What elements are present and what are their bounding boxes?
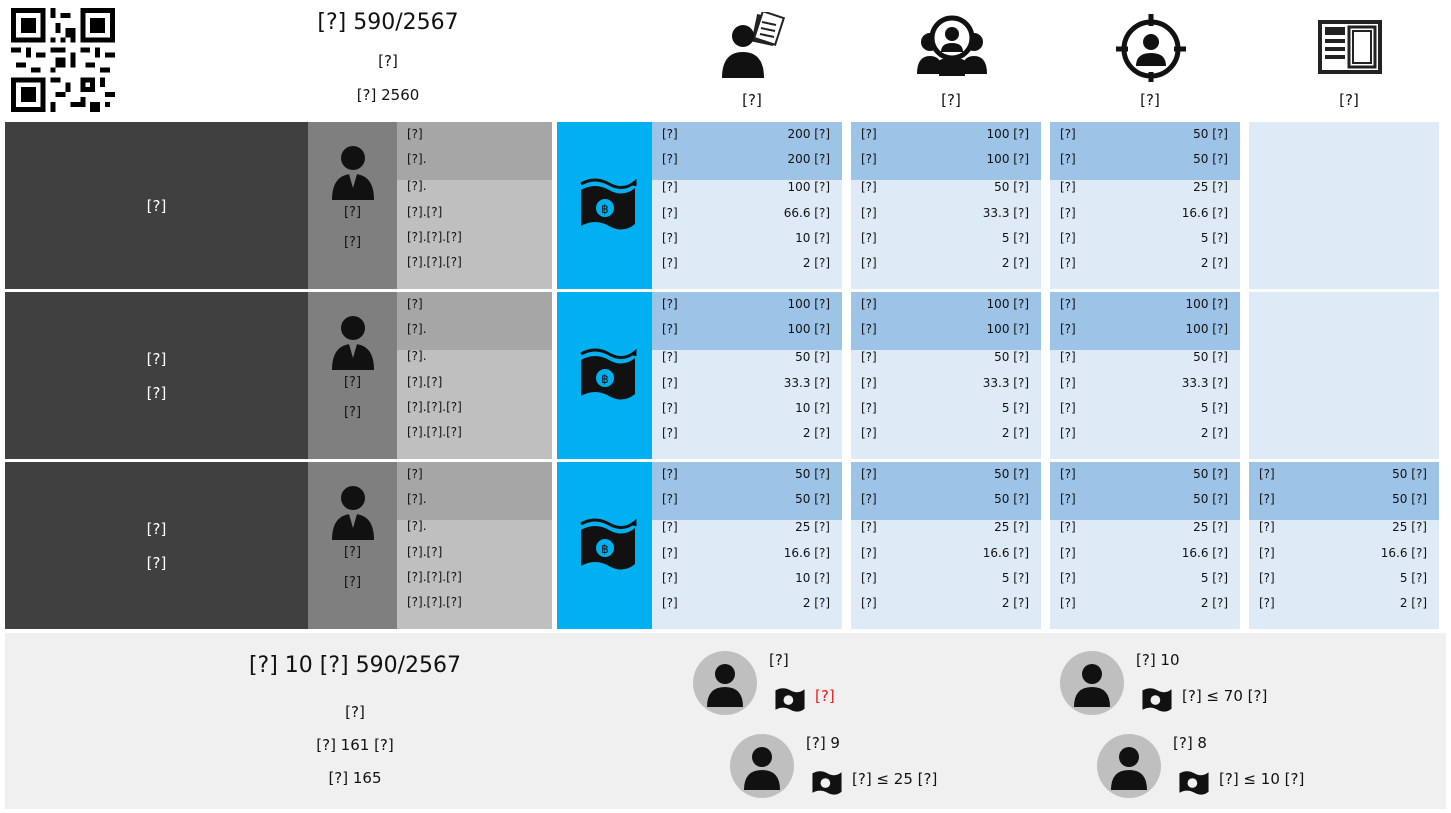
limit-qualifier: [?] <box>861 297 877 311</box>
limit-qualifier: [?] <box>861 322 877 336</box>
limit-qualifier: [?] <box>861 426 877 440</box>
footer-line-3: [?] 165 <box>328 769 382 787</box>
limit-cell <box>851 122 1041 147</box>
money-cell <box>557 462 657 629</box>
limit-cell <box>1050 462 1240 487</box>
limit-cell <box>851 541 1041 566</box>
limit-qualifier: [?] <box>861 596 877 610</box>
limit-qualifier: [?] <box>662 256 678 270</box>
limit-amount: 33.3 [?] <box>982 376 1029 390</box>
position-label: [?] <box>407 297 423 311</box>
limit-amount: 50 [?] <box>994 467 1029 481</box>
limit-qualifier: [?] <box>861 206 877 220</box>
unit-cell <box>308 122 397 289</box>
person-icon <box>330 484 376 542</box>
limit-qualifier: [?] <box>1259 492 1275 506</box>
limit-amount: 33.3 [?] <box>982 206 1029 220</box>
authority-limit: [?] ≤ 25 [?] <box>852 770 938 788</box>
limit-qualifier: [?] <box>1259 571 1275 585</box>
limit-cell <box>851 251 1041 276</box>
position-label: [?] <box>407 467 423 481</box>
positions-cell <box>397 122 552 289</box>
limit-cell <box>851 396 1041 421</box>
method-column-design-contest <box>1249 292 1439 459</box>
category-cell <box>5 462 308 629</box>
unit-line-1: [?] <box>343 545 362 560</box>
limit-cell <box>1050 251 1240 276</box>
position-label: [?]. <box>407 519 427 533</box>
limit-amount: 5 [?] <box>1399 571 1427 585</box>
baht-banknote-icon <box>810 768 844 796</box>
limit-amount: 50 [?] <box>1193 152 1228 166</box>
baht-banknote-icon <box>773 685 807 713</box>
position-label: [?].[?].[?] <box>407 425 462 439</box>
limit-qualifier: [?] <box>662 520 678 534</box>
limit-amount: 100 [?] <box>1185 322 1228 336</box>
limit-amount: 33.3 [?] <box>783 376 830 390</box>
limit-amount: 5 [?] <box>1001 571 1029 585</box>
unit-line-2: [?] <box>343 575 362 590</box>
limit-cell <box>1050 201 1240 226</box>
limit-amount: 5 [?] <box>1200 571 1228 585</box>
limit-qualifier: [?] <box>1259 546 1275 560</box>
limit-cell <box>851 487 1041 512</box>
method-column-selective <box>851 462 1041 629</box>
limit-cell <box>1249 515 1439 540</box>
limit-amount: 100 [?] <box>787 180 830 194</box>
method-label-specific: [?] <box>1140 91 1160 109</box>
limit-qualifier: [?] <box>861 546 877 560</box>
limit-qualifier: [?] <box>1060 152 1076 166</box>
limit-amount: 2 [?] <box>1001 596 1029 610</box>
method-column-selective <box>851 122 1041 289</box>
position-label: [?].[?].[?] <box>407 230 462 244</box>
limit-qualifier: [?] <box>662 492 678 506</box>
limit-cell <box>1050 175 1240 200</box>
baht-banknote-icon <box>577 514 639 576</box>
limit-cell <box>1249 462 1439 487</box>
authority-limit: [?] ≤ 70 [?] <box>1182 687 1268 705</box>
limit-qualifier: [?] <box>662 206 678 220</box>
limit-amount: 25 [?] <box>994 520 1029 534</box>
authority-deputy-governor <box>693 651 1073 721</box>
magnify-group-icon <box>917 12 987 82</box>
limit-cell <box>851 515 1041 540</box>
limit-amount: 2 [?] <box>1200 256 1228 270</box>
limit-cell <box>1050 292 1240 317</box>
authority-name: [?] 10 <box>1136 651 1180 669</box>
limit-amount: 100 [?] <box>1185 297 1228 311</box>
position-label: [?]. <box>407 152 427 166</box>
limit-amount: 100 [?] <box>986 152 1029 166</box>
limit-cell <box>851 292 1041 317</box>
limit-cell <box>851 201 1041 226</box>
limit-qualifier: [?] <box>861 467 877 481</box>
unit-cell <box>308 462 397 629</box>
authority-name: [?] 9 <box>806 734 840 752</box>
limit-amount: 50 [?] <box>795 492 830 506</box>
limit-cell <box>851 175 1041 200</box>
authority-name: [?] 8 <box>1173 734 1207 752</box>
limit-cell <box>652 487 842 512</box>
limit-cell <box>1249 487 1439 512</box>
limit-cell <box>652 175 842 200</box>
limit-cell <box>1050 541 1240 566</box>
limit-qualifier: [?] <box>1060 127 1076 141</box>
limit-qualifier: [?] <box>662 297 678 311</box>
positions-cell <box>397 462 552 629</box>
method-header-design-contest <box>1254 8 1444 116</box>
footer-panel <box>5 633 1446 809</box>
limit-amount: 16.6 [?] <box>1181 546 1228 560</box>
limit-amount: 25 [?] <box>795 520 830 534</box>
limit-qualifier: [?] <box>1060 492 1076 506</box>
limit-cell <box>652 226 842 251</box>
authority-row-2 <box>5 292 1446 459</box>
limit-cell <box>652 345 842 370</box>
limit-qualifier: [?] <box>662 546 678 560</box>
method-header-selective <box>856 8 1046 116</box>
limit-qualifier: [?] <box>1060 401 1076 415</box>
limit-qualifier: [?] <box>662 571 678 585</box>
limit-cell <box>851 462 1041 487</box>
limit-amount: 100 [?] <box>986 322 1029 336</box>
limit-amount: 50 [?] <box>795 467 830 481</box>
limit-qualifier: [?] <box>662 596 678 610</box>
limit-amount: 33.3 [?] <box>1181 376 1228 390</box>
position-label: [?]. <box>407 322 427 336</box>
method-label-general: [?] <box>742 91 762 109</box>
unit-line-1: [?] <box>343 375 362 390</box>
limit-qualifier: [?] <box>1060 322 1076 336</box>
method-column-specific <box>1050 122 1240 289</box>
limit-qualifier: [?] <box>1060 467 1076 481</box>
category-line: [?] <box>146 349 167 368</box>
limit-amount: 16.6 [?] <box>1181 206 1228 220</box>
limit-qualifier: [?] <box>662 467 678 481</box>
limit-qualifier: [?] <box>1060 596 1076 610</box>
baht-banknote-icon <box>577 174 639 236</box>
limit-cell <box>1050 122 1240 147</box>
limit-qualifier: [?] <box>662 401 678 415</box>
avatar <box>693 651 757 715</box>
limit-amount: 2 [?] <box>1001 426 1029 440</box>
limit-qualifier: [?] <box>861 256 877 270</box>
limit-cell <box>652 396 842 421</box>
limit-cell <box>652 201 842 226</box>
limit-amount: 2 [?] <box>1399 596 1427 610</box>
limit-cell <box>851 566 1041 591</box>
limit-qualifier: [?] <box>1060 376 1076 390</box>
footer-title: [?] 10 [?] 590/2567 <box>248 653 462 678</box>
limit-cell <box>652 515 842 540</box>
method-header-general <box>657 8 847 116</box>
limit-amount: 25 [?] <box>1392 520 1427 534</box>
limit-qualifier: [?] <box>861 180 877 194</box>
limit-cell <box>851 147 1041 172</box>
limit-amount: 16.6 [?] <box>1380 546 1427 560</box>
position-label: [?] <box>407 127 423 141</box>
limit-amount: 50 [?] <box>1193 492 1228 506</box>
authority-level-9 <box>730 734 1110 804</box>
limit-amount: 25 [?] <box>1193 520 1228 534</box>
limit-amount: 50 [?] <box>1392 492 1427 506</box>
limit-qualifier: [?] <box>1060 546 1076 560</box>
baht-banknote-icon <box>577 344 639 406</box>
position-label: [?].[?].[?] <box>407 570 462 584</box>
svg-text:฿: ฿ <box>601 542 609 556</box>
limit-amount: 2 [?] <box>1200 596 1228 610</box>
person-icon <box>330 144 376 202</box>
limit-amount: 50 [?] <box>795 350 830 364</box>
limit-cell <box>652 566 842 591</box>
limit-amount: 100 [?] <box>787 322 830 336</box>
limit-amount: 200 [?] <box>787 152 830 166</box>
authority-row-1 <box>5 122 1446 289</box>
method-column-design-contest <box>1249 462 1439 629</box>
category-line: [?] <box>146 383 167 402</box>
limit-qualifier: [?] <box>1259 520 1275 534</box>
avatar <box>1097 734 1161 798</box>
unit-cell <box>308 292 397 459</box>
limit-cell <box>1050 566 1240 591</box>
limit-qualifier: [?] <box>861 350 877 364</box>
limit-qualifier: [?] <box>1060 297 1076 311</box>
limit-cell <box>1249 591 1439 616</box>
limit-amount: 50 [?] <box>1193 350 1228 364</box>
limit-cell <box>1050 147 1240 172</box>
limit-qualifier: [?] <box>1060 231 1076 245</box>
limit-cell <box>1249 541 1439 566</box>
limit-cell <box>652 462 842 487</box>
target-person-icon <box>1116 12 1186 82</box>
position-label: [?]. <box>407 179 427 193</box>
authority-level-10 <box>1060 651 1440 721</box>
limit-cell <box>652 292 842 317</box>
limit-amount: 16.6 [?] <box>982 546 1029 560</box>
limit-amount: 16.6 [?] <box>783 546 830 560</box>
method-column-specific <box>1050 462 1240 629</box>
limit-cell <box>652 251 842 276</box>
limit-amount: 50 [?] <box>1193 467 1228 481</box>
limit-cell <box>1050 345 1240 370</box>
limit-qualifier: [?] <box>1060 520 1076 534</box>
position-label: [?]. <box>407 349 427 363</box>
page-title: [?] 590/2567 <box>317 10 459 35</box>
limit-qualifier: [?] <box>662 376 678 390</box>
limit-qualifier: [?] <box>662 152 678 166</box>
blueprint-icon <box>1315 12 1385 82</box>
limit-amount: 5 [?] <box>1001 401 1029 415</box>
svg-text:฿: ฿ <box>601 372 609 386</box>
limit-cell <box>1050 226 1240 251</box>
limit-cell <box>652 591 842 616</box>
limit-qualifier: [?] <box>861 520 877 534</box>
category-cell <box>5 122 308 289</box>
positions-cell <box>397 292 552 459</box>
svg-text:฿: ฿ <box>601 202 609 216</box>
subtitle-line-2: [?] 2560 <box>356 86 420 104</box>
limit-amount: 50 [?] <box>1392 467 1427 481</box>
limit-qualifier: [?] <box>861 231 877 245</box>
authority-deputy-level-8 <box>1097 734 1451 804</box>
limit-cell <box>652 371 842 396</box>
limit-qualifier: [?] <box>861 571 877 585</box>
limit-cell <box>1050 515 1240 540</box>
limit-qualifier: [?] <box>1060 350 1076 364</box>
limit-qualifier: [?] <box>662 426 678 440</box>
limit-cell <box>851 371 1041 396</box>
authority-row-3 <box>5 462 1446 629</box>
position-label: [?].[?] <box>407 205 443 219</box>
person-icon <box>330 314 376 372</box>
position-label: [?].[?].[?] <box>407 400 462 414</box>
limit-cell <box>851 226 1041 251</box>
limit-cell <box>1050 421 1240 446</box>
limit-qualifier: [?] <box>861 401 877 415</box>
category-line: [?] <box>146 553 167 572</box>
limit-qualifier: [?] <box>662 350 678 364</box>
authority-limit: [?] ≤ 10 [?] <box>1219 770 1305 788</box>
limit-amount: 200 [?] <box>787 127 830 141</box>
limit-qualifier: [?] <box>1060 426 1076 440</box>
limit-qualifier: [?] <box>1060 256 1076 270</box>
authority-name: [?] <box>769 651 789 669</box>
limit-amount: 100 [?] <box>986 127 1029 141</box>
limit-cell <box>652 421 842 446</box>
limit-qualifier: [?] <box>1060 571 1076 585</box>
limit-amount: 25 [?] <box>1193 180 1228 194</box>
limit-amount: 2 [?] <box>1200 426 1228 440</box>
limit-amount: 5 [?] <box>1001 231 1029 245</box>
method-label-design-contest: [?] <box>1339 91 1359 109</box>
limit-cell <box>1050 371 1240 396</box>
limit-cell <box>1050 591 1240 616</box>
limit-qualifier: [?] <box>662 180 678 194</box>
money-cell <box>557 292 657 459</box>
limit-cell <box>1050 317 1240 342</box>
limit-cell <box>1050 396 1240 421</box>
limit-qualifier: [?] <box>861 376 877 390</box>
limit-cell <box>851 317 1041 342</box>
category-line: [?] <box>146 519 167 538</box>
limit-amount: 2 [?] <box>802 596 830 610</box>
limit-amount: 50 [?] <box>994 350 1029 364</box>
limit-cell <box>652 541 842 566</box>
header <box>0 0 1451 120</box>
position-label: [?].[?] <box>407 545 443 559</box>
limit-amount: 50 [?] <box>1193 127 1228 141</box>
person-icon <box>1109 746 1149 790</box>
method-column-general <box>652 122 842 289</box>
method-header-specific <box>1055 8 1245 116</box>
limit-amount: 5 [?] <box>1200 401 1228 415</box>
limit-qualifier: [?] <box>662 322 678 336</box>
limit-cell <box>652 317 842 342</box>
limit-cell <box>851 421 1041 446</box>
limit-qualifier: [?] <box>1060 206 1076 220</box>
limit-qualifier: [?] <box>1060 180 1076 194</box>
footer-line-2: [?] 161 [?] <box>316 736 394 754</box>
method-column-general <box>652 462 842 629</box>
method-column-design-contest <box>1249 122 1439 289</box>
limit-cell <box>652 147 842 172</box>
subtitle-line-1: [?] <box>378 52 398 70</box>
authority-limit: [?] <box>815 687 835 705</box>
footer-line-1: [?] <box>345 703 365 721</box>
limit-cell <box>652 122 842 147</box>
money-cell <box>557 122 657 289</box>
limit-amount: 2 [?] <box>802 256 830 270</box>
limit-amount: 5 [?] <box>1200 231 1228 245</box>
limit-qualifier: [?] <box>1259 467 1275 481</box>
qr-code-icon[interactable] <box>10 8 116 112</box>
person-icon <box>705 663 745 707</box>
limit-amount: 10 [?] <box>795 231 830 245</box>
limit-qualifier: [?] <box>662 231 678 245</box>
limit-amount: 2 [?] <box>1001 256 1029 270</box>
category-cell <box>5 292 308 459</box>
person-icon <box>1072 663 1112 707</box>
limit-amount: 50 [?] <box>994 492 1029 506</box>
limit-qualifier: [?] <box>861 127 877 141</box>
method-label-selective: [?] <box>941 91 961 109</box>
method-column-selective <box>851 292 1041 459</box>
limit-amount: 10 [?] <box>795 571 830 585</box>
method-column-general <box>652 292 842 459</box>
limit-amount: 100 [?] <box>787 297 830 311</box>
limit-qualifier: [?] <box>861 492 877 506</box>
limit-qualifier: [?] <box>662 127 678 141</box>
limit-cell <box>1050 487 1240 512</box>
avatar <box>1060 651 1124 715</box>
position-label: [?]. <box>407 492 427 506</box>
limit-cell <box>851 345 1041 370</box>
unit-line-1: [?] <box>343 205 362 220</box>
position-label: [?].[?].[?] <box>407 595 462 609</box>
unit-line-2: [?] <box>343 405 362 420</box>
baht-banknote-icon <box>1177 768 1211 796</box>
limit-amount: 2 [?] <box>802 426 830 440</box>
limit-qualifier: [?] <box>1259 596 1275 610</box>
category-line: [?] <box>146 196 167 215</box>
limit-qualifier: [?] <box>861 152 877 166</box>
limit-amount: 50 [?] <box>994 180 1029 194</box>
baht-banknote-icon <box>1140 685 1174 713</box>
documents-person-icon <box>718 12 788 82</box>
limit-cell <box>851 591 1041 616</box>
limit-amount: 66.6 [?] <box>783 206 830 220</box>
position-label: [?].[?].[?] <box>407 255 462 269</box>
person-icon <box>742 746 782 790</box>
limit-amount: 100 [?] <box>986 297 1029 311</box>
method-column-specific <box>1050 292 1240 459</box>
avatar <box>730 734 794 798</box>
position-label: [?].[?] <box>407 375 443 389</box>
limit-amount: 10 [?] <box>795 401 830 415</box>
limit-cell <box>1249 566 1439 591</box>
unit-line-2: [?] <box>343 235 362 250</box>
